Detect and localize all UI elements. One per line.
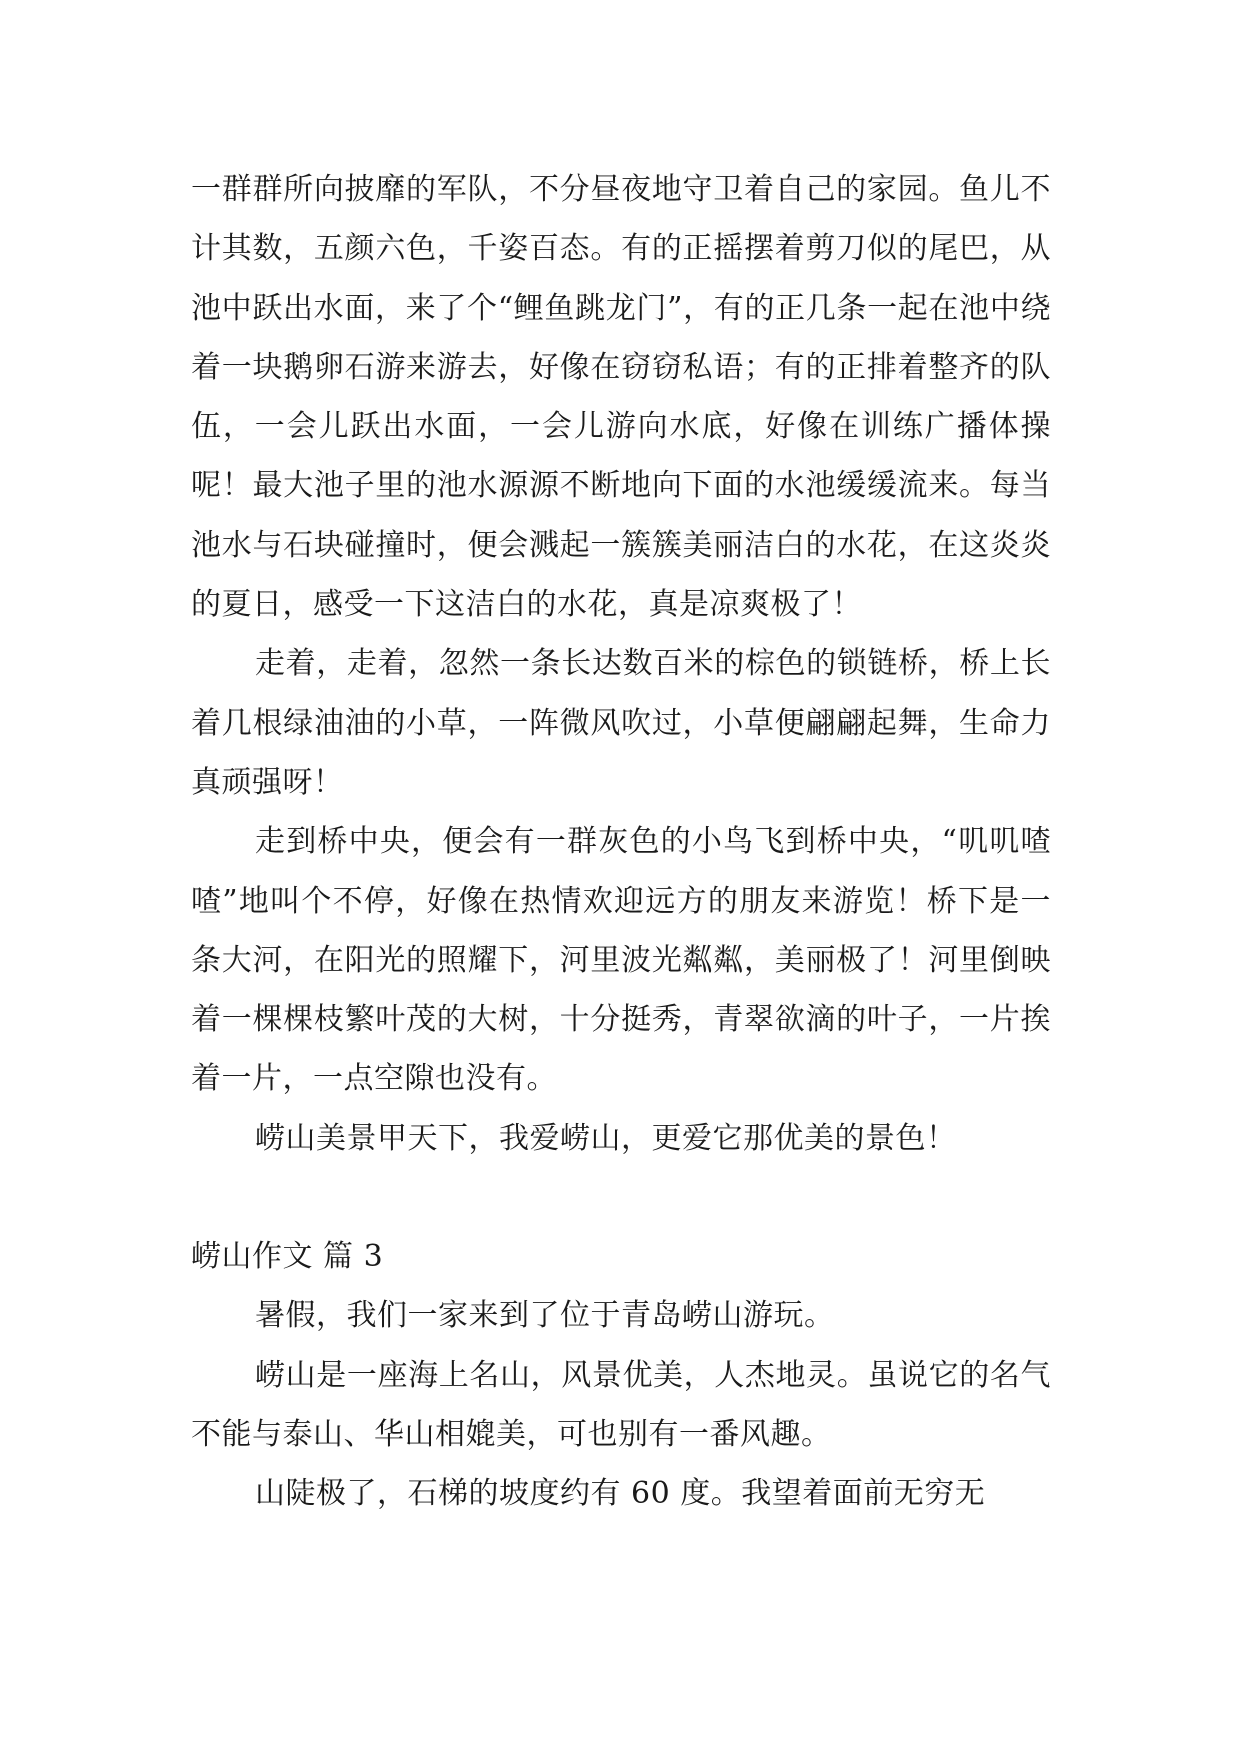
section-heading: 崂山作文 篇 3: [191, 1239, 384, 1275]
document-body: [191, 160, 1051, 1524]
paragraph-continuation: 一群群所向披靡的军队，不分昼夜地守卫着自己的家园。鱼儿不计其数，五颜六色，千姿百态。有的正摇摆着剪刀似的尾巴，从池中跃出水面，来了个“鲤鱼跳龙门”，有的正几条一起在池中绕着一块鹅卵石游来游去，好像在窃窃私语；有的正排着整齐的队伍，一会儿跃出水面，一会儿游向水底，好像在训练广播体操呢！最大池子里的池水源源不断地向下面的水池缓缓流来。每当池水与石块碰撞时，便会溅起一簇簇美丽洁白的水花，在这炎炎的夏日，感受一下这洁白的水花，真是凉爽极了！: [191, 172, 1051, 623]
section-paragraph-3: 山陡极了，石梯的坡度约有 60 度。我望着面前无穷无: [255, 1476, 986, 1512]
paragraph-bridge-center: 走到桥中央，便会有一群灰色的小鸟飞到桥中央，“叽叽喳喳”地叫个不停，好像在热情欢迎远方的朋友来游览！桥下是一条大河，在阳光的照耀下，河里波光粼粼，美丽极了！河里倒映着一棵棵枝繁叶茂的大树，十分挺秀，青翠欲滴的叶子，一片挨着一片，一点空隙也没有。: [191, 824, 1051, 1097]
paragraph-bridge: 走着，走着，忽然一条长达数百米的棕色的锁链桥，桥上长着几根绿油油的小草，一阵微风吹过，小草便翩翩起舞，生命力真顽强呀！: [191, 646, 1051, 800]
section-paragraph-2: 崂山是一座海上名山，风景优美，人杰地灵。虽说它的名气不能与泰山、华山相媲美，可也别有一番风趣。: [191, 1357, 1051, 1452]
paragraph-conclusion: 崂山美景甲天下，我爱崂山，更爱它那优美的景色！: [255, 1120, 957, 1156]
blank-line: [191, 1168, 1051, 1227]
section-paragraph-1: 暑假，我们一家来到了位于青岛崂山游玩。: [255, 1298, 835, 1334]
